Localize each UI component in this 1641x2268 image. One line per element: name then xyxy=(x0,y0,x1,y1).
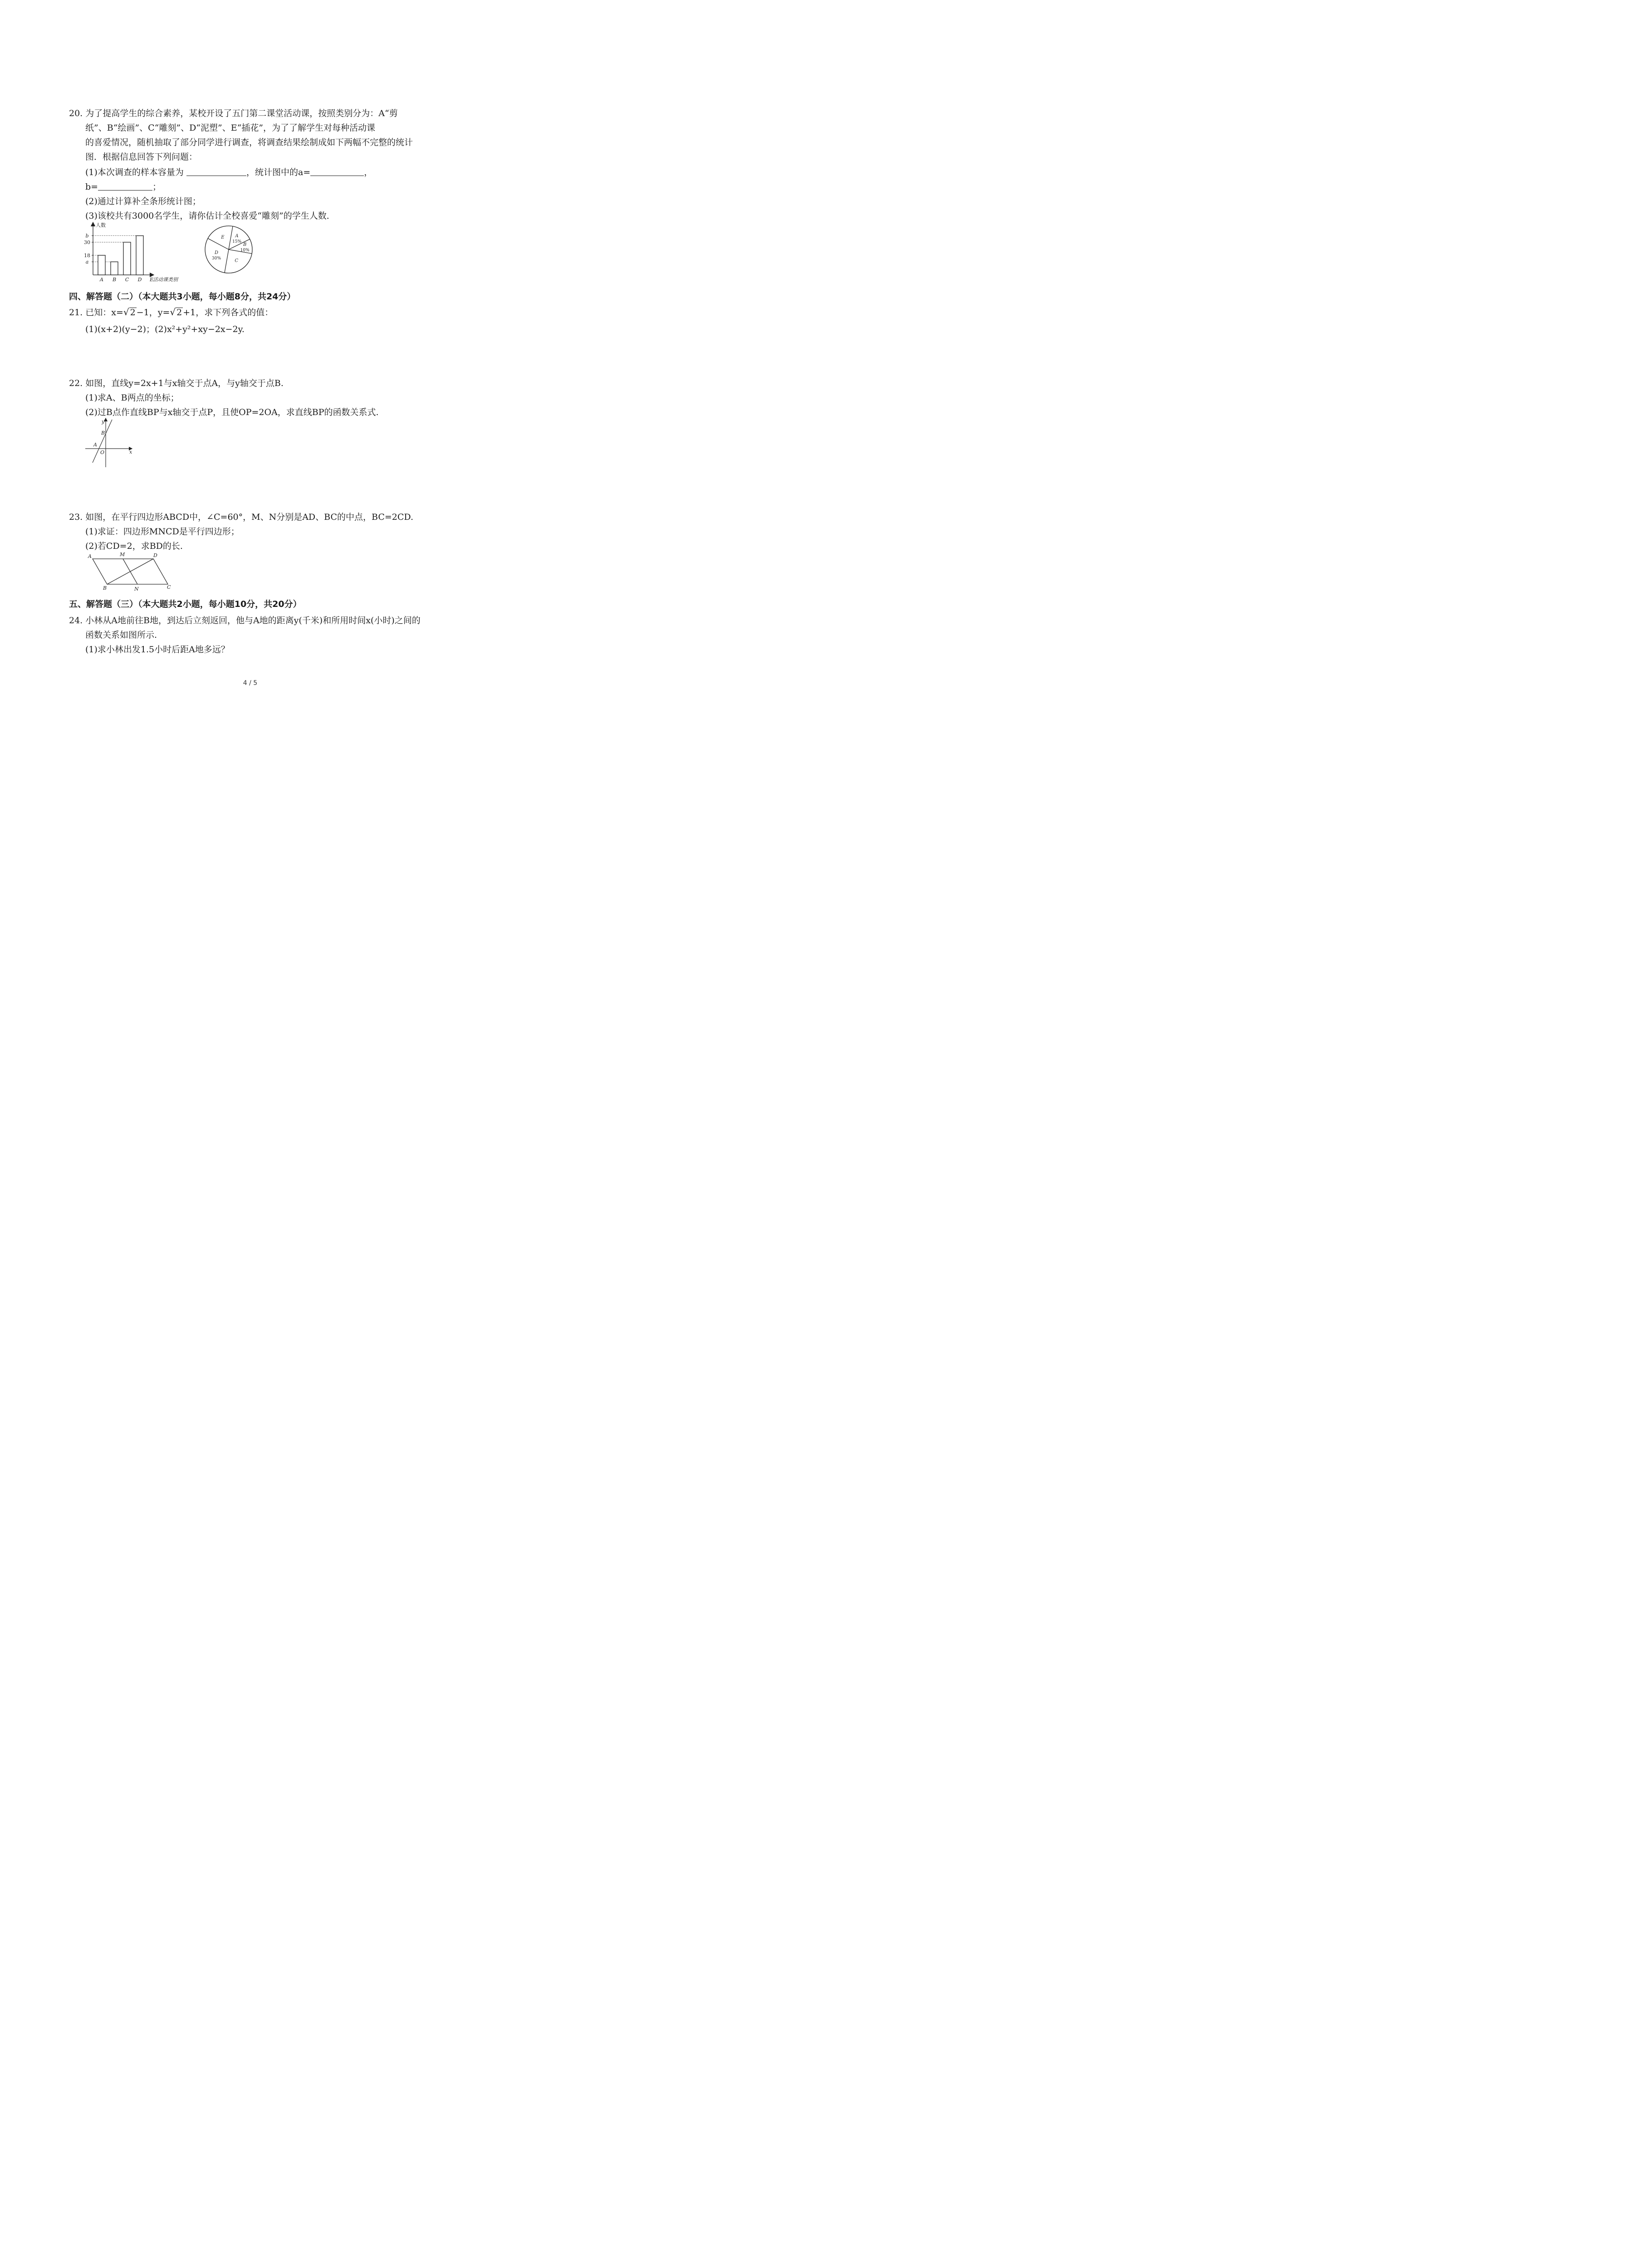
pie-label-C: C xyxy=(235,258,239,264)
bar-D xyxy=(136,236,143,275)
sqrt-radicand-2: 2 xyxy=(176,308,182,318)
label-A: A xyxy=(88,553,92,559)
label-y: y xyxy=(102,419,105,425)
pie-slice-boundary-A xyxy=(229,226,233,249)
bar-A xyxy=(98,255,105,275)
label-M: M xyxy=(120,552,125,557)
q20-line-4: 图．根据信息回答下列问题： xyxy=(85,152,198,162)
q22-line: 22. 如图，直线y=2x+1与x轴交于点A，与y轴交于点B. xyxy=(69,378,284,388)
pie-label-B: B xyxy=(243,242,247,247)
pie-slice-boundary-E xyxy=(208,239,229,249)
q23-line: 23. 如图，在平行四边形ABCD中，∠C=60°，M、N分别是AD、BC的中点，BC=2CD. xyxy=(69,512,413,522)
category-label-E: E xyxy=(150,277,154,283)
label-O: O xyxy=(100,450,105,455)
q20-part2: (2)通过计算补全条形统计图； xyxy=(85,196,201,206)
pie-slice-boundary-D xyxy=(225,249,229,273)
pie-label-E: E xyxy=(221,235,225,240)
q20-line-2: 纸”、B“绘画”、C“雕刻”、D“泥塑”、E“插花”，为了了解学生对每种活动课 xyxy=(85,123,376,133)
pie-label-A: A xyxy=(235,234,239,239)
line-y-2x-1 xyxy=(93,420,112,463)
q23-part1: (1)求证：四边形MNCD是平行四边形； xyxy=(85,527,240,537)
q20-part3: (3)该校共有3000名学生，请你估计全校喜爱“雕刻”的学生人数． xyxy=(85,211,335,221)
label-B: B xyxy=(103,585,107,591)
category-label-C: C xyxy=(125,277,129,283)
segment-BD xyxy=(107,559,153,584)
pie-percent-A: 15% xyxy=(232,240,242,244)
pie-chart xyxy=(202,223,257,278)
q20-part1: (1)本次调查的样本容量为 ，统计图中的a= ， xyxy=(85,167,373,177)
bar-B xyxy=(111,262,118,275)
pie-percent-B: 10% xyxy=(240,248,250,253)
q21-parts: (1)(x+2)(y−2)；(2)x²+y²+xy−2x−2y. xyxy=(85,324,245,334)
q22-part1: (1)求A、B两点的坐标； xyxy=(85,393,179,403)
pie-label-D: D xyxy=(215,250,219,256)
y-tick-label: a xyxy=(85,259,89,265)
q23-parallelogram-figure xyxy=(85,551,176,592)
document-page xyxy=(0,0,500,708)
category-label-B: B xyxy=(112,277,117,283)
answer-blank-a[interactable] xyxy=(310,167,364,176)
y-axis-label: 人数 xyxy=(96,222,106,228)
q20-part1-b: b= ； xyxy=(85,182,162,192)
sqrt-radicand-1: 2 xyxy=(130,308,136,318)
q24-line-2: 函数关系如图所示. xyxy=(85,630,157,640)
q21-line: 21. 已知：x=√ 2 −1，y=√ 2 +1，求下列各式的值： xyxy=(69,307,274,318)
q23-part2: (2)若CD=2，求BD的长. xyxy=(85,541,183,551)
label-C: C xyxy=(167,584,171,590)
section-4-heading: 四、解答题（二）（本大题共3小题，每小题8分，共24分） xyxy=(69,292,296,302)
y-tick-label: 30 xyxy=(84,240,90,245)
section-5-heading: 五、解答题（三）（本大题共2小题，每小题10分，共20分） xyxy=(69,599,302,609)
category-label-A: A xyxy=(100,277,103,283)
category-label-D: D xyxy=(137,277,142,283)
answer-blank-b[interactable] xyxy=(98,182,152,191)
y-tick-label: 18 xyxy=(84,252,90,259)
label-B: B xyxy=(101,430,105,436)
page-number: 4 / 5 xyxy=(243,679,258,687)
label-N: N xyxy=(134,586,139,592)
label-D: D xyxy=(153,552,157,558)
bar-C xyxy=(123,242,131,275)
q22-figure xyxy=(83,417,136,469)
x-axis-label: 活动课类别 xyxy=(153,277,178,283)
bar-chart xyxy=(84,221,195,285)
answer-blank-sample-size[interactable] xyxy=(186,167,246,176)
q22-part2: (2)过B点作直线BP与x轴交于点P，且使OP=2OA，求直线BP的函数关系式. xyxy=(85,407,379,417)
y-tick-label: b xyxy=(85,233,89,239)
q20-line-3: 的喜爱情况，随机抽取了部分同学进行调查，将调查结果绘制成如下两幅不完整的统计 xyxy=(85,137,413,147)
q24-line-1: 24. 小林从A地前往B地，到达后立刻返回，他与A地的距离y(千米)和所用时间x(小时)之间的 xyxy=(69,616,421,626)
label-x: x xyxy=(129,449,132,455)
pie-percent-D: 30% xyxy=(212,256,221,261)
q24-part1: (1)求小林出发1.5小时后距A地多远？ xyxy=(85,645,230,655)
label-A: A xyxy=(93,442,97,448)
q20-line-1: 20. 为了提高学生的综合素养，某校开设了五门第二课堂活动课，按照类别分为：A“剪 xyxy=(69,108,398,118)
